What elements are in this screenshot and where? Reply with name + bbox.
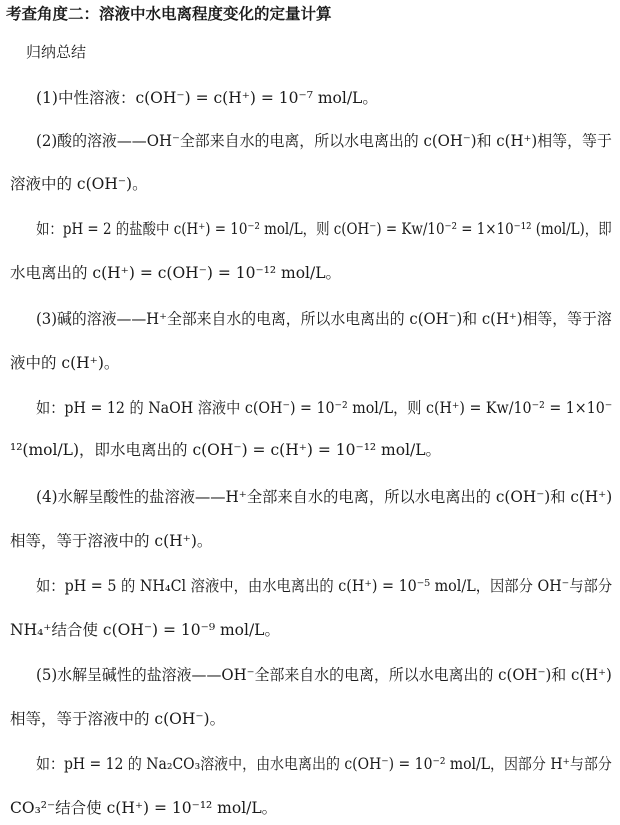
example-3-line-2: ¹²(mol/L)，即水电离出的 c(OH⁻) = c(H⁺) = 10⁻¹² mol/L。: [10, 441, 442, 459]
point-3-line-2: 液中的 c(H⁺)。: [10, 354, 120, 372]
example-3-line-1: 如：pH = 12 的 NaOH 溶液中 c(OH⁻) = 10⁻² mol/L，则 c(H⁺) = Kw/10⁻² = 1×10⁻: [36, 399, 613, 417]
example-4-line-2: NH₄⁺结合使 c(OH⁻) = 10⁻⁹ mol/L。: [10, 621, 280, 639]
point-4-line-1: (4)水解呈酸性的盐溶液——H⁺全部来自水的电离，所以水电离出的 c(OH⁻)和 c(H⁺): [36, 488, 613, 506]
section-subtitle: 归纳总结: [26, 43, 87, 61]
section-title: 考查角度二：溶液中水电离程度变化的定量计算: [6, 5, 332, 23]
point-2-line-1: (2)酸的溶液——OH⁻全部来自水的电离，所以水电离出的 c(OH⁻)和 c(H⁺)相等，等于: [36, 132, 612, 150]
point-5-line-2: 相等，等于溶液中的 c(OH⁻)。: [10, 710, 226, 728]
point-5-line-1: (5)水解呈碱性的盐溶液——OH⁻全部来自水的电离，所以水电离出的 c(OH⁻)和 c(H⁺): [36, 666, 612, 684]
point-2-line-2: 溶液中的 c(OH⁻)。: [10, 175, 148, 193]
point-3-line-1: (3)碱的溶液——H⁺全部来自水的电离，所以水电离出的 c(OH⁻)和 c(H⁺)相等，等于溶: [36, 310, 612, 328]
example-5-line-1: 如：pH = 12 的 Na₂CO₃溶液中，由水电离出的 c(OH⁻) = 10⁻² mol/L，因部分 H⁺与部分: [36, 755, 612, 773]
example-5-line-2: CO₃²⁻结合使 c(H⁺) = 10⁻¹² mol/L。: [10, 799, 278, 817]
example-4-line-1: 如：pH = 5 的 NH₄Cl 溶液中，由水电离出的 c(H⁺) = 10⁻⁵ mol/L，因部分 OH⁻与部分: [36, 577, 613, 595]
point-1-line: (1)中性溶液：c(OH⁻) = c(H⁺) = 10⁻⁷ mol/L。: [36, 89, 378, 107]
point-4-line-2: 相等，等于溶液中的 c(H⁺)。: [10, 532, 213, 550]
example-2-line-1: 如：pH = 2 的盐酸中 c(H⁺) = 10⁻² mol/L，则 c(OH⁻) = Kw/10⁻² = 1×10⁻¹² (mol/L)，即: [36, 220, 612, 238]
example-2-line-2: 水电离出的 c(H⁺) = c(OH⁻) = 10⁻¹² mol/L。: [10, 264, 342, 282]
